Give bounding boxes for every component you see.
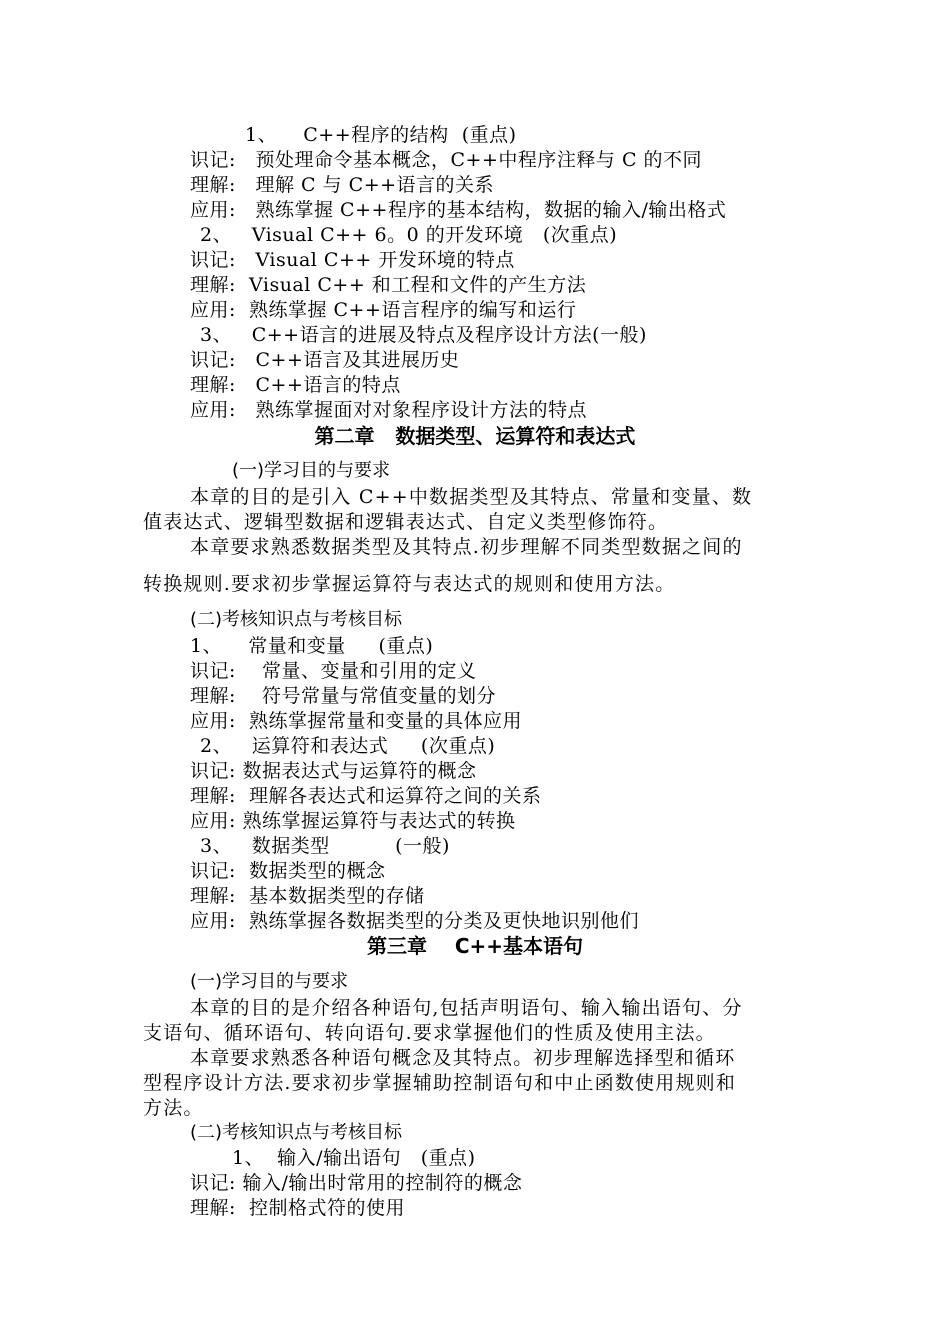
ch1-item2-recall: 识记: Visual C++ 开发环境的特点 xyxy=(190,249,515,271)
ch3-item1-title: 1、 输入/输出语句 (重点) xyxy=(232,1147,476,1169)
ch2-goal-heading: (一)学习目的与要求 xyxy=(232,460,391,481)
ch3-goal-paragraph-2a: 本章要求熟悉各种语句概念及其特点。初步理解选择型和循环 xyxy=(190,1047,736,1069)
ch3-goal-heading: (一)学习目的与要求 xyxy=(190,971,349,992)
ch2-item1-understand: 理解: 符号常量与常值变量的划分 xyxy=(190,685,497,707)
ch2-goal-paragraph-2a: 本章要求熟悉数据类型及其特点.初步理解不同类型数据之间的 xyxy=(190,536,743,558)
ch3-item1-recall: 识记: 输入/输出时常用的控制符的概念 xyxy=(190,1172,523,1194)
ch2-item1-apply: 应用: 熟练掌握常量和变量的具体应用 xyxy=(190,710,522,732)
ch1-item1-title: 1、 C++程序的结构 (重点) xyxy=(245,124,517,146)
ch3-goal-paragraph-1b: 支语句、循环语句、转向语句.要求掌握他们的性质及使用主法。 xyxy=(143,1022,716,1044)
ch2-item3-apply: 应用: 熟练掌握各数据类型的分类及更快地识别他们 xyxy=(190,910,639,932)
ch1-item2-apply: 应用: 熟练掌握 C++语言程序的编写和运行 xyxy=(190,299,577,321)
ch2-item3-recall: 识记: 数据类型的概念 xyxy=(190,860,386,882)
ch2-title: 第二章 数据类型、运算符和表达式 xyxy=(314,424,636,448)
ch3-exam-heading: (二)考核知识点与考核目标 xyxy=(190,1122,403,1143)
ch3-goal-paragraph-2c: 方法。 xyxy=(143,1097,204,1119)
ch1-item1-apply: 应用: 熟练掌握 C++程序的基本结构，数据的输入/输出格式 xyxy=(190,199,727,221)
ch2-goal-paragraph-1b: 值表达式、逻辑型数据和逻辑表达式、自定义类型修饰符。 xyxy=(143,511,669,533)
ch2-goal-paragraph-2b: 转换规则.要求初步掌握运算符与表达式的规则和使用方法。 xyxy=(143,573,676,595)
ch2-item3-title: 3、 数据类型 (一般) xyxy=(200,835,450,857)
ch1-item3-recall: 识记: C++语言及其进展历史 xyxy=(190,349,460,371)
ch1-item1-recall: 识记: 预处理命令基本概念，C++中程序注释与 C 的不同 xyxy=(190,149,703,171)
ch2-item2-understand: 理解: 理解各表达式和运算符之间的关系 xyxy=(190,785,542,807)
ch1-item2-understand: 理解: Visual C++ 和工程和文件的产生方法 xyxy=(190,274,587,296)
ch2-goal-paragraph-1a: 本章的目的是引入 C++中数据类型及其特点、常量和变量、数 xyxy=(190,486,753,508)
ch2-item1-title: 1、 常量和变量 (重点) xyxy=(190,635,434,657)
ch1-item3-apply: 应用: 熟练掌握面对对象程序设计方法的特点 xyxy=(190,399,588,421)
ch2-exam-heading: (二)考核知识点与考核目标 xyxy=(190,609,403,630)
ch2-item2-title: 2、 运算符和表达式 (次重点) xyxy=(200,735,496,757)
ch3-item1-understand: 理解: 控制格式符的使用 xyxy=(190,1197,405,1219)
ch1-item1-understand: 理解: 理解 C 与 C++语言的关系 xyxy=(190,174,495,196)
ch1-item3-understand: 理解: C++语言的特点 xyxy=(190,374,401,396)
ch3-title: 第三章 C++基本语句 xyxy=(366,934,584,958)
ch2-item1-recall: 识记: 常量、变量和引用的定义 xyxy=(190,660,477,682)
ch2-item3-understand: 理解: 基本数据类型的存储 xyxy=(190,885,425,907)
ch3-goal-paragraph-1a: 本章的目的是介绍各种语句,包括声明语句、输入输出语句、分 xyxy=(190,997,743,1019)
ch3-goal-paragraph-2b: 型程序设计方法.要求初步掌握辅助控制语句和中止函数使用规则和 xyxy=(143,1072,737,1094)
ch2-item2-recall: 识记: 数据表达式与运算符的概念 xyxy=(190,760,477,782)
ch2-item2-apply: 应用: 熟练掌握运算符与表达式的转换 xyxy=(190,810,516,832)
ch1-item3-title: 3、 C++语言的进展及特点及程序设计方法(一般) xyxy=(200,324,647,346)
ch1-item2-title: 2、 Visual C++ 6。0 的开发环境 (次重点) xyxy=(200,224,618,246)
